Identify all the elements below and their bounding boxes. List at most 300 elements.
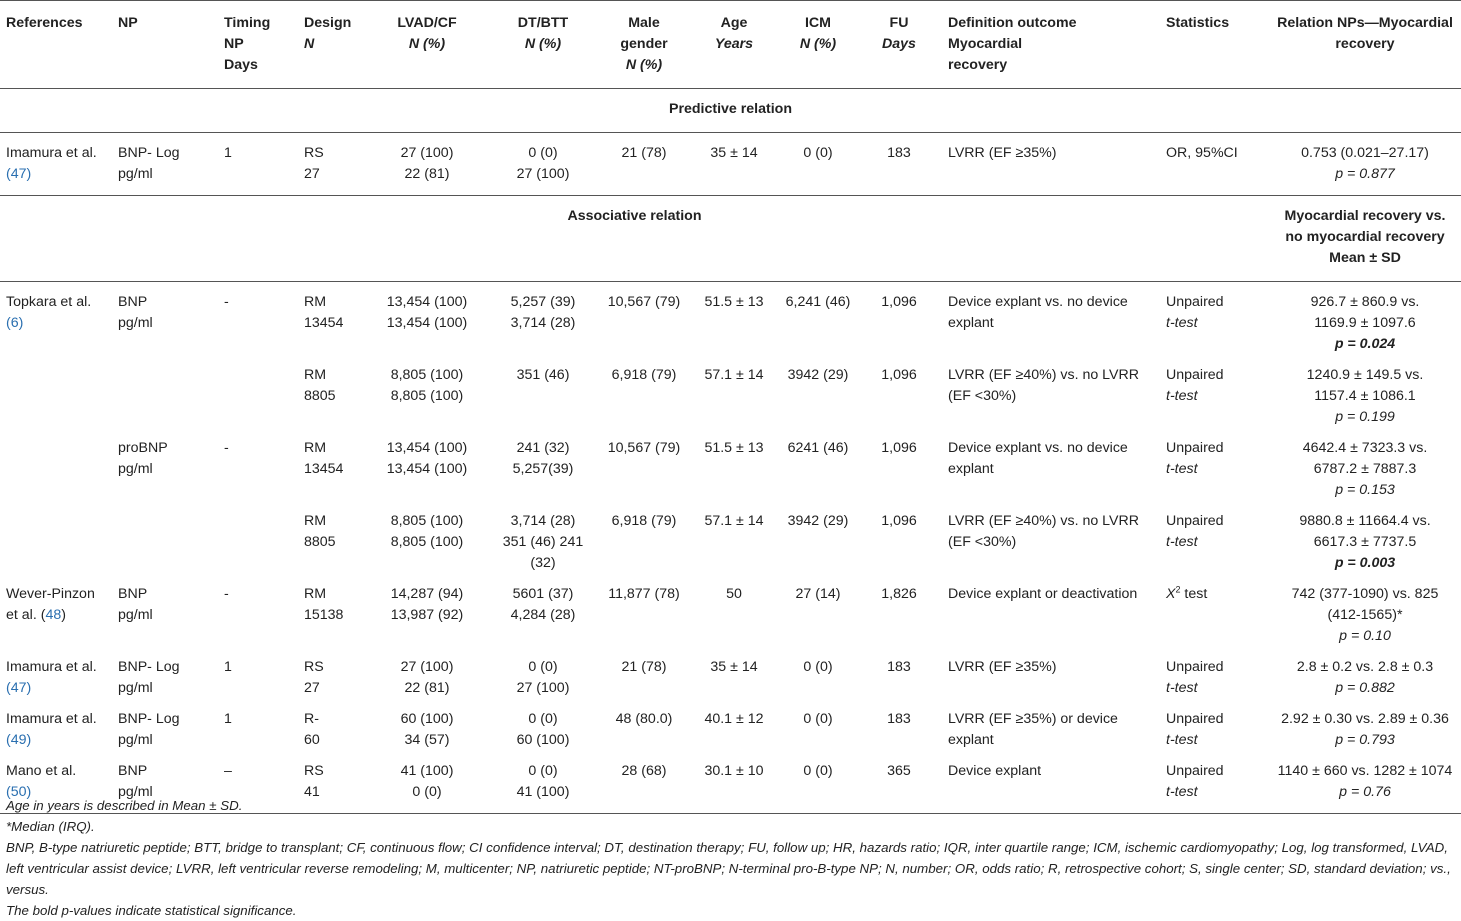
table-cell (1166, 651, 1269, 703)
col-statistics (1166, 1, 1269, 89)
cell-text: 21 (78) (621, 145, 667, 161)
cell-text: t-test (1166, 534, 1198, 550)
cell-text: Unpaired (1166, 659, 1224, 675)
cell-text: 0 (0) (528, 659, 558, 675)
cell-text: 1,826 (881, 586, 917, 602)
table-cell (0, 703, 118, 755)
cell-text: LVRR (EF ≥35%) (948, 145, 1057, 161)
cell-text: pg/ml (118, 166, 153, 182)
cell-text: Wever-Pinzon (6, 586, 95, 602)
cell-text: Days (882, 36, 916, 52)
cell-text: 11,877 (78) (608, 586, 680, 602)
cell-text: 41 (100) (400, 763, 454, 779)
table-cell (938, 505, 1166, 578)
cell-text: p = 0.10 (1339, 628, 1391, 644)
cell-text: t-test (1166, 461, 1198, 477)
cell-text: explant (948, 461, 994, 477)
table-cell (860, 359, 938, 432)
table-cell (118, 703, 224, 755)
table-cell (860, 651, 938, 703)
cell-text: pg/ml (118, 732, 153, 748)
cell-text: FU (889, 15, 909, 31)
table-cell (224, 432, 304, 505)
cell-text: Age (720, 15, 748, 31)
table-cell (224, 133, 304, 196)
cell-text: 0 (0) (803, 145, 833, 161)
cell-text: 22 (81) (404, 680, 450, 696)
table-cell (596, 703, 692, 755)
cell-text: recovery (1335, 36, 1395, 52)
col-relation (1269, 1, 1461, 89)
cell-text: 4642.4 ± 7323.3 vs. (1302, 440, 1428, 456)
cell-text: (EF <30%) (948, 534, 1017, 550)
table-cell (224, 505, 304, 578)
cell-text: LVAD/CF (397, 15, 457, 31)
cell-text: 2.92 ± 0.30 vs. 2.89 ± 0.36 (1281, 711, 1449, 727)
cell-text: 8,805 (100) (390, 513, 464, 529)
table-cell (490, 651, 596, 703)
table-cell (364, 505, 490, 578)
col-references (0, 1, 118, 89)
cell-text: t-test (1166, 388, 1198, 404)
cell-text: 48 (45, 607, 62, 623)
table-cell (1269, 359, 1461, 432)
cell-text: p = 0.199 (1335, 409, 1395, 425)
table-cell (490, 703, 596, 755)
table-cell (118, 578, 224, 651)
table-cell (304, 703, 364, 755)
cell-text: 41 (304, 784, 320, 800)
cell-text: 351 (46) (516, 367, 570, 383)
cell-text: 6787.2 ± 7887.3 (1313, 461, 1417, 477)
table-cell (938, 133, 1166, 196)
table-cell (0, 359, 118, 432)
table-cell (224, 578, 304, 651)
table-cell (596, 133, 692, 196)
cell-text: explant (948, 732, 994, 748)
table-cell (1166, 505, 1269, 578)
cell-text: 2 (1175, 584, 1181, 595)
cell-text: (32) (530, 555, 556, 571)
table-cell (118, 133, 224, 196)
table-cell: Wever-Pinzon et al. (48) (6, 586, 95, 623)
table-row (0, 133, 1461, 196)
cell-text: Design (304, 15, 352, 31)
cell-text: 5,257 (39) (510, 294, 576, 310)
table-cell (1269, 432, 1461, 505)
cell-text: LVRR (EF ≥35%) or device (948, 711, 1118, 727)
cell-text: explant (948, 315, 994, 331)
cell-text: 60 (304, 732, 320, 748)
cell-text: Years (714, 36, 754, 52)
cell-text: Imamura et al. (6, 145, 97, 161)
table-cell (0, 432, 118, 505)
table-cell (776, 651, 860, 703)
cell-text: Unpaired (1166, 367, 1224, 383)
table-cell (364, 651, 490, 703)
footnote: The bold p-values indicate statistical significance. (6, 903, 297, 918)
cell-text: RS (304, 763, 324, 779)
table-cell (1269, 505, 1461, 578)
table-cell (118, 282, 224, 360)
cell-text: 926.7 ± 860.9 vs. (1310, 294, 1420, 310)
table-cell (364, 703, 490, 755)
cell-text: Unpaired (1166, 294, 1224, 310)
table-cell (860, 133, 938, 196)
section-title: Predictive relation (668, 101, 792, 117)
cell-text: LVRR (EF ≥40%) vs. no LVRR (948, 513, 1139, 529)
table-cell (490, 432, 596, 505)
cell-text: 742 (377-1090) vs. 825 (1291, 586, 1439, 602)
cell-text: 241 (32) (516, 440, 570, 456)
table-cell (1269, 133, 1461, 196)
table-cell (304, 359, 364, 432)
cell-text: Unpaired (1166, 513, 1224, 529)
cell-text: p = 0.024 (1334, 336, 1396, 352)
cell-text: 1140 ± 660 vs. 1282 ± 1074 (1277, 763, 1453, 779)
cell-text: ICM (804, 15, 831, 31)
cell-text: 1,096 (881, 294, 917, 310)
cell-text: 57.1 ± 14 (704, 367, 764, 383)
cell-text: test (1180, 586, 1208, 602)
cell-text: 5,257(39) (512, 461, 574, 477)
cell-text: 10,567 (79) (607, 294, 681, 310)
cell-text: 3942 (29) (787, 513, 849, 529)
table-cell (776, 703, 860, 755)
table-cell (776, 432, 860, 505)
table-cell (692, 703, 776, 755)
cell-text: 21 (78) (621, 659, 667, 675)
cell-text: Myocardial (948, 36, 1023, 52)
table-cell (304, 432, 364, 505)
col-lvad (364, 1, 490, 89)
cell-text: p = 0.793 (1335, 732, 1395, 748)
cell-text: 3942 (29) (787, 367, 849, 383)
cell-text: 27 (304, 680, 320, 696)
cell-text: NP (118, 15, 138, 31)
table-cell (118, 651, 224, 703)
cell-text: 183 (887, 145, 911, 161)
table-row (0, 359, 1461, 432)
table-cell (860, 432, 938, 505)
cell-text: OR, 95%CI (1166, 145, 1238, 161)
cell-text: no myocardial recovery (1285, 229, 1445, 245)
cell-text: t-test (1166, 315, 1198, 331)
cell-text: p = 0.003 (1334, 555, 1396, 571)
table-cell (596, 432, 692, 505)
cell-text: Imamura et al. (6, 711, 97, 727)
table-cell (776, 359, 860, 432)
cell-text: 1169.9 ± 1097.6 (1314, 315, 1416, 331)
cell-text: 60 (100) (516, 732, 570, 748)
cell-text: 13,454 (100) (386, 461, 468, 477)
cell-text: RM (304, 513, 327, 529)
table-cell (938, 651, 1166, 703)
table-row (0, 703, 1461, 755)
table-cell (490, 578, 596, 651)
cell-text: (47) (6, 680, 32, 696)
cell-text: 13,454 (100) (386, 440, 468, 456)
table-cell (938, 432, 1166, 505)
table-cell (224, 651, 304, 703)
cell-text: Days (224, 57, 258, 73)
cell-text: 1 (224, 659, 232, 675)
col-dtbtt (490, 1, 596, 89)
cell-text: 41 (100) (516, 784, 570, 800)
table-cell (364, 133, 490, 196)
table-cell (776, 505, 860, 578)
table-cell (776, 133, 860, 196)
cell-text: Unpaired (1166, 440, 1224, 456)
table-cell (364, 282, 490, 360)
cell-text: 8805 (304, 534, 336, 550)
cell-text: RM (304, 440, 327, 456)
table-cell (860, 282, 938, 360)
section-associative (0, 196, 1461, 282)
table-cell (490, 359, 596, 432)
table-cell (364, 359, 490, 432)
cell-text: BNP- Log (118, 711, 180, 727)
table-cell (490, 505, 596, 578)
cell-text: 8,805 (100) (390, 534, 464, 550)
cell-text: 10,567 (79) (607, 440, 681, 456)
cell-text: 48 (80.0) (615, 711, 673, 727)
cell-text: 8,805 (100) (390, 388, 464, 404)
table-cell (118, 359, 224, 432)
table-cell (938, 282, 1166, 360)
cell-text: 0 (0) (412, 784, 442, 800)
table-cell (1166, 703, 1269, 755)
cell-text: 1,096 (881, 440, 917, 456)
cell-text: 351 (46) 241 (502, 534, 584, 550)
cell-text: proBNP (118, 440, 168, 456)
table-cell (692, 133, 776, 196)
cell-text: RS (304, 145, 324, 161)
table-cell (776, 578, 860, 651)
cell-text: Mano et al. (6, 763, 77, 779)
table-cell (596, 578, 692, 651)
table-row (0, 282, 1461, 360)
table-cell (118, 505, 224, 578)
cell-text: 51.5 ± 13 (704, 440, 764, 456)
cell-text: 28 (68) (621, 763, 667, 779)
table-cell (364, 578, 490, 651)
col-timing (224, 1, 304, 89)
cell-text: - (224, 586, 229, 602)
table-cell (490, 133, 596, 196)
table-cell (692, 578, 776, 651)
cell-text: 27 (100) (516, 680, 570, 696)
table-row (0, 505, 1461, 578)
cell-text: 30.1 ± 10 (704, 763, 764, 779)
table-cell (938, 703, 1166, 755)
table-cell (692, 432, 776, 505)
cell-text: 13,454 (100) (386, 294, 468, 310)
cell-text: N (%) (625, 57, 663, 73)
col-definition (938, 1, 1166, 89)
cell-text: (6) (6, 315, 24, 331)
table-cell (0, 651, 118, 703)
cell-text: 1240.9 ± 149.5 vs. (1306, 367, 1424, 383)
cell-text: recovery (948, 57, 1008, 73)
table-cell (490, 282, 596, 360)
table-cell (1166, 578, 1269, 651)
cell-text: Definition outcome (948, 15, 1077, 31)
cell-text: p = 0.882 (1335, 680, 1395, 696)
cell-text: - (224, 294, 229, 310)
cell-text: BNP- Log (118, 659, 180, 675)
cell-text: 0 (0) (528, 711, 558, 727)
cell-text: 40.1 ± 12 (704, 711, 764, 727)
table-cell (596, 505, 692, 578)
col-male (596, 1, 692, 89)
cell-text: 1157.4 ± 1086.1 (1314, 388, 1416, 404)
cell-text: pg/ml (118, 680, 153, 696)
footnote: BNP, B-type natriuretic peptide; BTT, bridge to transplant; CF, continuous flow; CI confidence interval; DT, destination therapy; FU, follow up; HR, hazards ratio; IQR, inter quartile range; ICM, ischemic cardiomyopathy; Log, log transformed, LVAD, left ventricular assist device; LVRR, left ventricular reverse remodeling; M, multicenter; NP, natriuretic peptide; NT-proBNP; N-terminal pro-B-type NP; N, number; OR, odds ratio; R, retrospective cohort; S, single center; SD, standard deviation; vs., versus. (6, 840, 1451, 897)
cell-text: Topkara et al. (6, 294, 92, 310)
cell-text: 50 (726, 586, 742, 602)
cell-text: 14,287 (94) (390, 586, 464, 602)
table-cell (596, 651, 692, 703)
cell-text: Unpaired (1166, 711, 1224, 727)
cell-text: Statistics (1166, 15, 1230, 31)
section-predictive (0, 89, 1461, 133)
table-cell (692, 505, 776, 578)
cell-text: 0 (0) (803, 659, 833, 675)
cell-text: 3,714 (28) (510, 513, 576, 529)
cell-text: gender (620, 36, 668, 52)
col-fu (860, 1, 938, 89)
cell-text: (47) (6, 166, 32, 182)
cell-text: X (1166, 586, 1176, 602)
section-title: Associative relation (567, 208, 702, 224)
cell-text: LVRR (EF ≥35%) (948, 659, 1057, 675)
cell-text: 35 ± 14 (710, 145, 758, 161)
table-cell (0, 282, 118, 360)
cell-text: 2.8 ± 0.2 vs. 2.8 ± 0.3 (1296, 659, 1434, 675)
cell-text: 4,284 (28) (510, 607, 576, 623)
cell-text: (50) (6, 784, 32, 800)
cell-text: 60 (100) (400, 711, 454, 727)
cell-text: pg/ml (118, 607, 153, 623)
cell-text: 1 (224, 711, 232, 727)
cell-text: 1,096 (881, 367, 917, 383)
cell-text: Unpaired (1166, 763, 1224, 779)
table-cell (304, 651, 364, 703)
cell-text: RS (304, 659, 324, 675)
cell-text: 57.1 ± 14 (704, 513, 764, 529)
cell-text: DT/BTT (517, 15, 569, 31)
table-cell (0, 133, 118, 196)
cell-text: 27 (100) (516, 166, 570, 182)
cell-text: 27 (304, 166, 320, 182)
table-cell (1269, 651, 1461, 703)
cell-text: 0.753 (0.021–27.17) (1301, 145, 1429, 161)
cell-text: Mean ± SD (1329, 250, 1401, 266)
table-row (0, 651, 1461, 703)
cell-text: 13,454 (100) (386, 315, 468, 331)
table-cell (596, 282, 692, 360)
cell-text: Device explant vs. no device (948, 440, 1128, 456)
cell-text: p = 0.76 (1339, 784, 1391, 800)
cell-text: Device explant vs. no device (948, 294, 1128, 310)
table-cell (1269, 282, 1461, 360)
cell-text: pg/ml (118, 784, 153, 800)
cell-text: Male (628, 15, 660, 31)
footnote: Age in years is described in Mean ± SD. (6, 798, 243, 813)
col-np (118, 1, 224, 89)
cell-text: p = 0.877 (1335, 166, 1395, 182)
cell-text: 6241 (46) (787, 440, 849, 456)
table-cell (304, 133, 364, 196)
table-footnotes (6, 795, 1456, 921)
cell-text: p = 0.153 (1335, 482, 1395, 498)
cell-text: LVRR (EF ≥40%) vs. no LVRR (948, 367, 1139, 383)
cell-text: 6,918 (79) (611, 513, 677, 529)
cell-text: 9880.8 ± 11664.4 vs. (1299, 513, 1431, 529)
cell-text: 8,805 (100) (390, 367, 464, 383)
cell-text: 0 (0) (528, 145, 558, 161)
table-cell (692, 651, 776, 703)
table-cell (1166, 432, 1269, 505)
cell-text: (EF <30%) (948, 388, 1017, 404)
cell-text: – (224, 763, 232, 779)
table-cell (1166, 282, 1269, 360)
table-cell (304, 282, 364, 360)
cell-text: BNP (118, 586, 148, 602)
table-cell (860, 505, 938, 578)
cell-text: 183 (887, 659, 911, 675)
cell-text: N (304, 36, 315, 52)
table-cell (304, 505, 364, 578)
cell-text: 0 (0) (528, 763, 558, 779)
table-cell (938, 359, 1166, 432)
cell-text: 3,714 (28) (510, 315, 576, 331)
table-cell (596, 359, 692, 432)
cell-text: RM (304, 294, 327, 310)
cell-text: t-test (1166, 784, 1198, 800)
table-cell (692, 282, 776, 360)
cell-text: 0 (0) (803, 763, 833, 779)
cell-text: 183 (887, 711, 911, 727)
cell-text: NP (224, 36, 244, 52)
cell-text: 0 (0) (803, 711, 833, 727)
cell-text: Device explant (948, 763, 1042, 779)
table-cell (776, 282, 860, 360)
cell-text: 8805 (304, 388, 336, 404)
cell-text: pg/ml (118, 315, 153, 331)
cell-text: N (%) (524, 36, 562, 52)
cell-text: Myocardial recovery vs. (1284, 208, 1446, 224)
table-cell (0, 505, 118, 578)
cell-text: BNP (118, 294, 148, 310)
cell-text: t-test (1166, 732, 1198, 748)
table-cell (1166, 133, 1269, 196)
cell-text: BNP (118, 763, 148, 779)
cell-text: 27 (14) (795, 586, 841, 602)
cell-text: - (224, 440, 229, 456)
table-cell (364, 432, 490, 505)
cell-text: 6617.3 ± 7737.5 (1313, 534, 1417, 550)
table-cell (118, 432, 224, 505)
cell-text: Device explant or deactivation (948, 586, 1138, 602)
cell-text: (412-1565)* (1327, 607, 1403, 623)
col-age (692, 1, 776, 89)
col-icm (776, 1, 860, 89)
cell-text: 51.5 ± 13 (704, 294, 764, 310)
cell-text: 34 (57) (404, 732, 450, 748)
cell-text: pg/ml (118, 461, 153, 477)
